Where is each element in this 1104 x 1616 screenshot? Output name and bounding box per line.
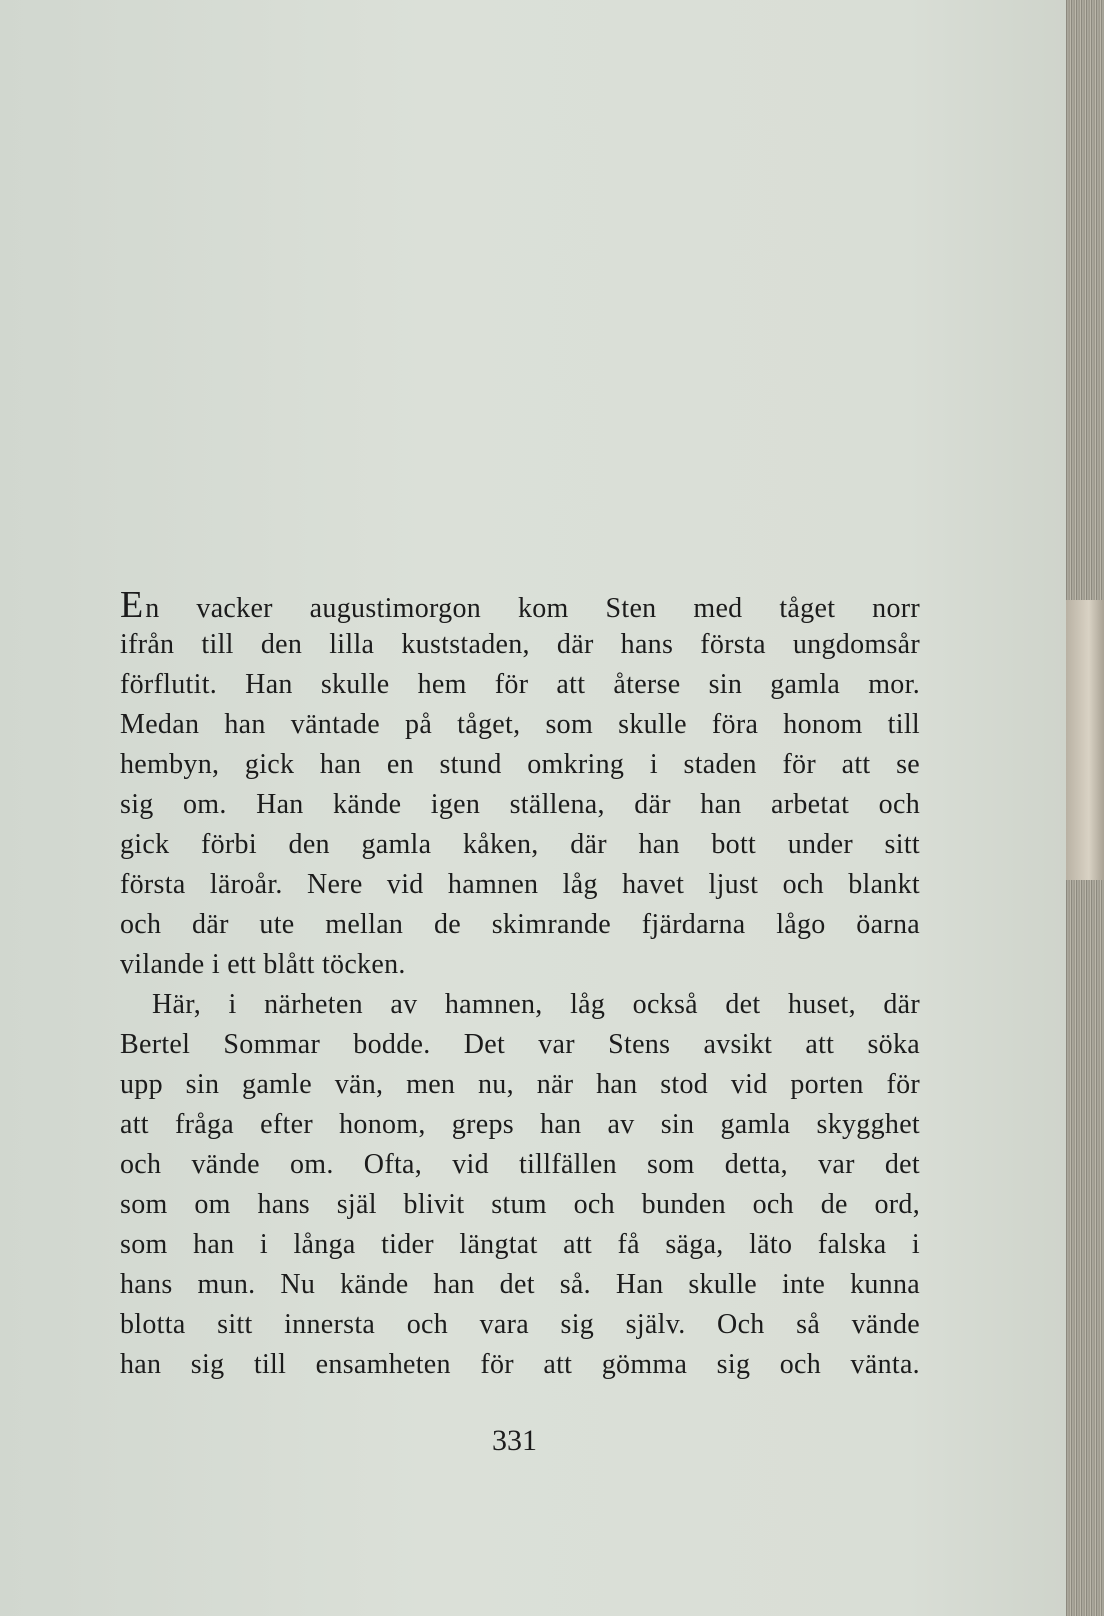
text-line: upp sin gamle vän, men nu, när han stod vid porten för xyxy=(120,1069,920,1100)
text-line-content: n vacker augustimorgon kom Sten med tåget norr xyxy=(145,593,920,624)
text-line: ifrån till den lilla kuststaden, där hans första ungdomsår xyxy=(120,629,920,660)
text-line: gick förbi den gamla kåken, där han bott under sitt xyxy=(120,829,920,860)
text-line: första läroår. Nere vid hamnen låg havet ljust och blankt xyxy=(120,869,920,900)
body-text xyxy=(120,585,920,1385)
text-line: hembyn, gick han en stund omkring i staden för att se xyxy=(120,749,920,780)
text-line: Här, i närheten av hamnen, låg också det huset, där xyxy=(152,989,920,1020)
text-line: blotta sitt innersta och vara sig själv. Och så vände xyxy=(120,1309,920,1340)
text-line: sig om. Han kände igen ställena, där han arbetat och xyxy=(120,789,920,820)
text-line: som han i långa tider längtat att få säga, läto falska i xyxy=(120,1229,920,1260)
page-number: 331 xyxy=(492,1424,537,1457)
text-line: Medan han väntade på tåget, som skulle föra honom till xyxy=(120,709,920,740)
text-line: vilande i ett blått töcken. xyxy=(120,949,406,980)
drop-cap: E xyxy=(120,584,146,626)
book-spine-band xyxy=(1066,600,1104,880)
text-line: han sig till ensamheten för att gömma sig och vänta. xyxy=(120,1349,920,1380)
text-line: hans mun. Nu kände han det så. Han skulle inte kunna xyxy=(120,1269,920,1300)
text-line: och vände om. Ofta, vid tillfällen som detta, var det xyxy=(120,1149,920,1180)
text-line: att fråga efter honom, greps han av sin gamla skygghet xyxy=(120,1109,920,1140)
text-line: och där ute mellan de skimrande fjärdarna lågo öarna xyxy=(120,909,920,940)
text-line: som om hans själ blivit stum och bunden och de ord, xyxy=(120,1189,920,1220)
text-line: förflutit. Han skulle hem för att återse sin gamla mor. xyxy=(120,669,920,700)
text-line xyxy=(120,585,920,625)
text-line: Bertel Sommar bodde. Det var Stens avsikt att söka xyxy=(120,1029,920,1060)
